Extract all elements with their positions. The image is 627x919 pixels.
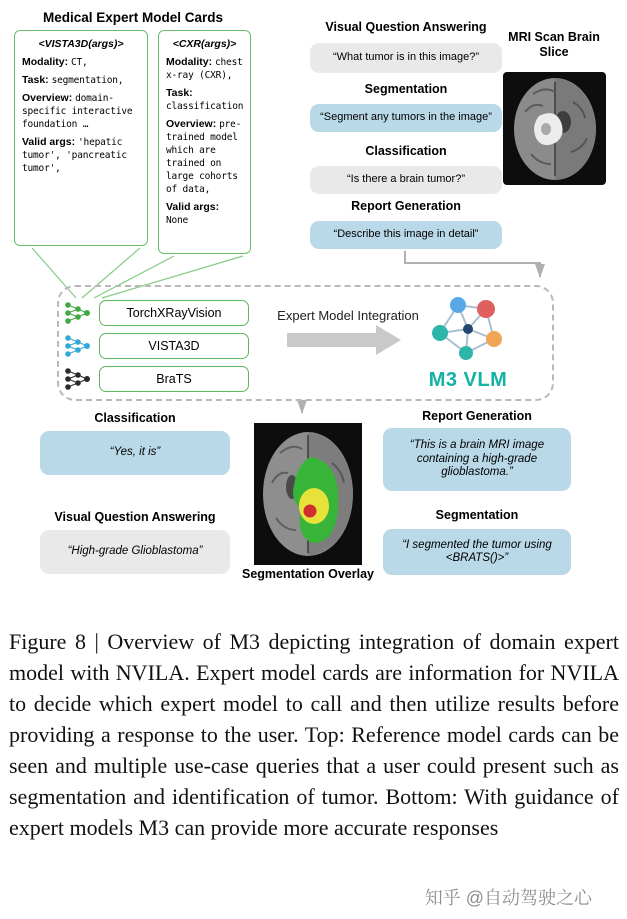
field-value: CT, xyxy=(71,57,88,68)
field-label: Modality: xyxy=(166,56,213,68)
field-label: Valid args: xyxy=(166,201,220,213)
label-output-classification: Classification xyxy=(94,411,176,425)
label-classification: Classification xyxy=(365,144,447,158)
field-value: None xyxy=(166,215,189,226)
mri-scan-label: MRI Scan Brain Slice xyxy=(508,30,600,59)
brain-slice-icon xyxy=(503,72,606,185)
brats-icon xyxy=(62,366,92,392)
card-field xyxy=(166,118,243,196)
model-button-brats: BraTS xyxy=(99,366,249,392)
card-field xyxy=(22,92,140,131)
bubble-output-vqa: “High-grade Glioblastoma” xyxy=(40,530,230,574)
brain-overlay-icon xyxy=(254,423,362,565)
m3-vlm-logo-icon xyxy=(428,293,508,365)
label-segmentation: Segmentation xyxy=(364,82,448,96)
expert-model-integration-label: Expert Model Integration xyxy=(277,308,419,323)
segmentation-overlay-label: Segmentation Overlay xyxy=(242,567,374,581)
field-value: 'hepatic tumor', 'pancreatic tumor', xyxy=(22,137,127,174)
card-field xyxy=(166,56,243,82)
model-button-vista3d: VISTA3D xyxy=(99,333,249,359)
card-field xyxy=(22,56,140,69)
torchxrayvision-icon xyxy=(62,300,92,326)
m3-vlm-label: M3 VLM xyxy=(428,369,508,391)
field-label: Modality: xyxy=(22,56,69,68)
query-bubble-classification: “Is there a brain tumor?” xyxy=(310,166,502,194)
query-bubble-report: “Describe this image in detail” xyxy=(310,221,502,249)
model-button-torchxrayvision: TorchXRayVision xyxy=(99,300,249,326)
bubble-output-classification: “Yes, it is” xyxy=(40,431,230,475)
label-output-segmentation: Segmentation xyxy=(435,508,519,522)
model-card-cxr xyxy=(158,30,251,254)
field-value: domain-specific interactive foundation … xyxy=(22,93,133,130)
field-label: Task: xyxy=(166,87,193,99)
watermark: 知乎 @自动驾驶之心 xyxy=(424,888,592,908)
card-field xyxy=(22,74,140,87)
field-label: Task: xyxy=(22,74,49,86)
label-visual-question-answering: Visual Question Answering xyxy=(325,20,487,34)
field-label: Overview: xyxy=(166,118,217,130)
label-report-generation: Report Generation xyxy=(351,199,461,213)
card-title-cxr: <CXR(args)> xyxy=(172,38,237,50)
bubble-output-segmentation: “I segmented the tumor using <BRATS()>” xyxy=(383,529,571,575)
label-output-report: Report Generation xyxy=(422,409,532,423)
mri-brain-image xyxy=(503,72,606,185)
vista3d-icon xyxy=(62,333,92,359)
figure-caption: Figure 8 | Overview of M3 depicting integration of domain expert model with NVILA. Expert model cards are information for NVILA to decide which expert model to call and then utilize results before providing a response to the user. Top: Reference model cards can be seen and multiple use-case queries that a user could present such as segmentation and identification of tumor. Bottom: With guidance of expert models M3 can provide more accurate responses xyxy=(9,629,619,840)
field-value: pre-trained model which are trained on large cohorts of data, xyxy=(166,119,242,195)
card-title-vista3d: <VISTA3D(args)> xyxy=(38,38,124,50)
field-label: Valid args: xyxy=(22,136,76,148)
field-value: chest x-ray (CXR), xyxy=(166,57,243,81)
model-cards-title: Medical Expert Model Cards xyxy=(42,10,224,25)
card-field xyxy=(22,136,140,175)
card-field xyxy=(166,87,243,113)
segmentation-overlay-image xyxy=(254,423,362,565)
model-card-vista3d xyxy=(14,30,148,246)
card-field xyxy=(166,201,243,227)
bubble-output-report: “This is a brain MRI image containing a high-grade glioblastoma.” xyxy=(383,428,571,491)
label-output-vqa: Visual Question Answering xyxy=(54,510,216,524)
field-value: classification xyxy=(166,101,244,112)
query-bubble-vqa: “What tumor is in this image?” xyxy=(310,43,502,73)
field-label: Overview: xyxy=(22,92,73,104)
field-value: segmentation, xyxy=(51,75,124,86)
query-bubble-segmentation: “Segment any tumors in the image” xyxy=(310,104,502,132)
